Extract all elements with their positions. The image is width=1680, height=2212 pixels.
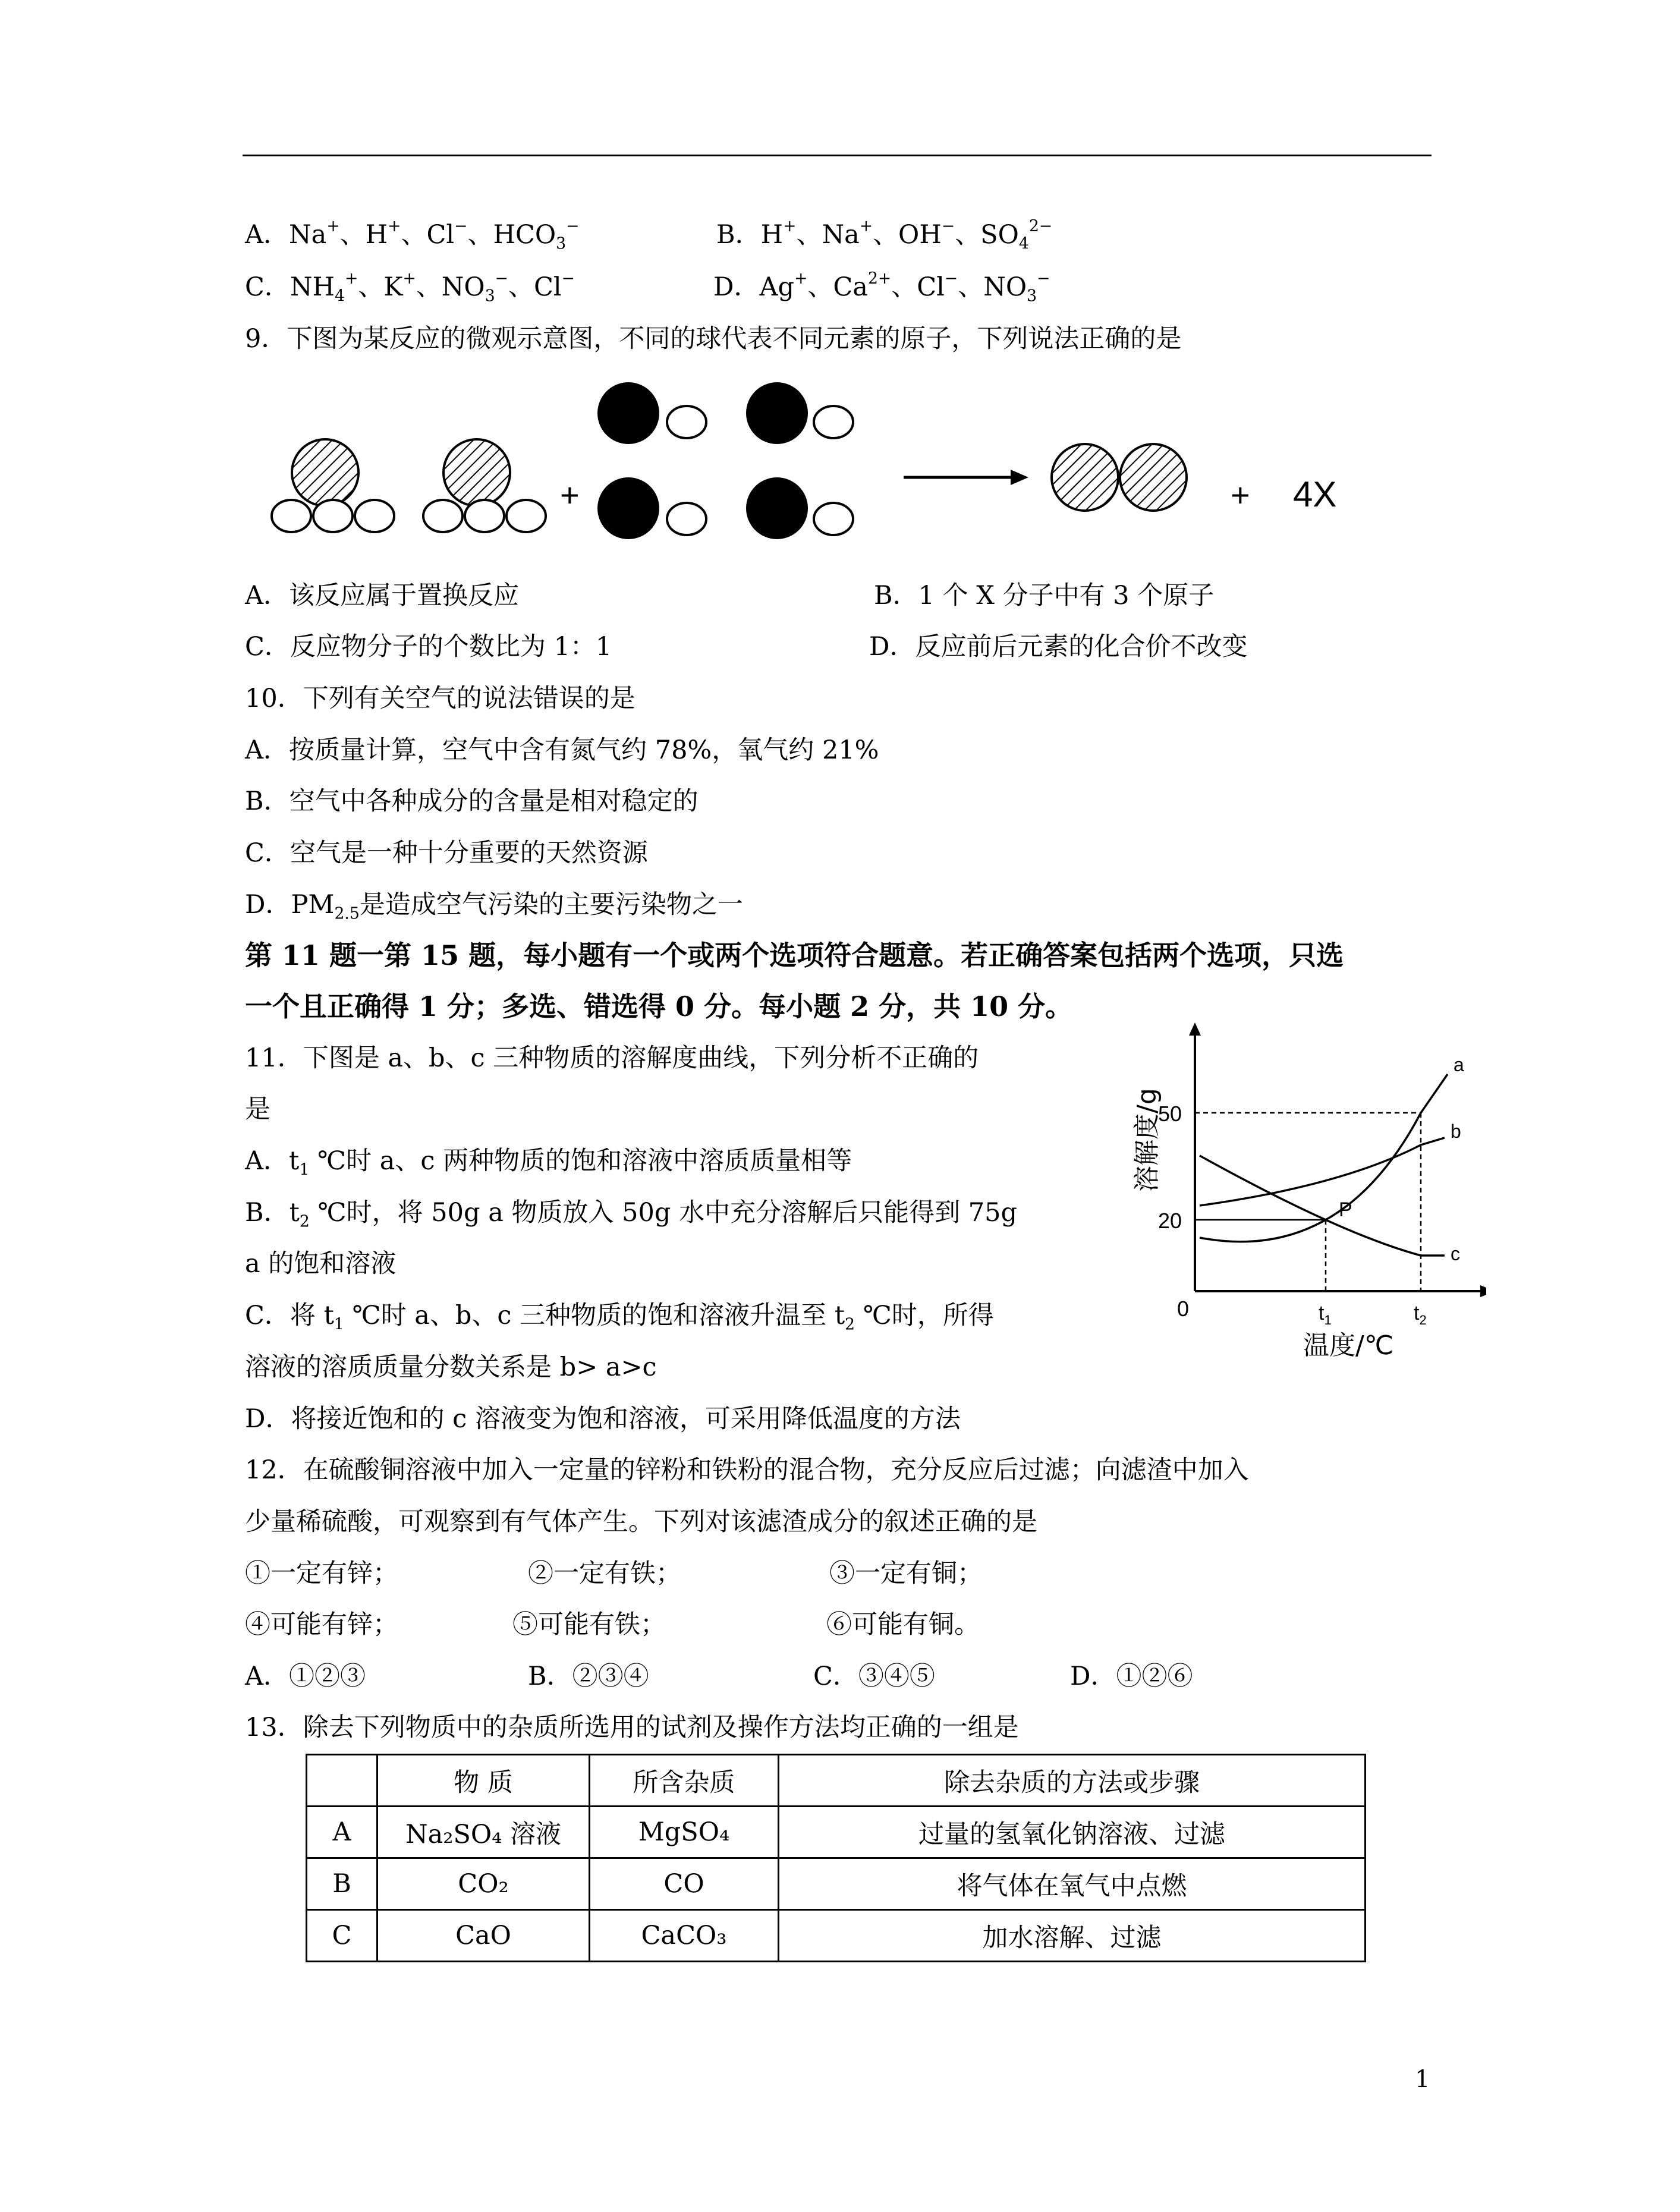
q12-statement-6: ⑥可能有铜。: [826, 1610, 980, 1640]
q12-option-b: B．②③④: [528, 1662, 649, 1691]
q10-option-d: D．$PM_{2.5}$是造成空气污染的主要污染物之一: [245, 890, 743, 923]
q12-stem-line2: 少量稀硫酸，可观察到有气体产生。下列对该滤渣成分的叙述正确的是: [245, 1507, 1037, 1537]
q12-option-d: D．①②⑥: [1070, 1662, 1193, 1691]
q11-stem-line2: 是: [245, 1094, 270, 1124]
reactant-molecule-3: [597, 382, 706, 539]
reactant-molecule-4: [746, 382, 853, 539]
y-axis-title: 溶解度/g: [1132, 1088, 1162, 1192]
section-instructions-line1: 第 11 题一第 15 题，每小题有一个或两个选项符合题意。若正确答案包括两个选项，只选: [245, 939, 1344, 971]
q8-option-d: D．Ag+、$Ca^{2+}$、Cl−、$NO_3^-$: [713, 269, 1050, 306]
table-cell: CO₂: [377, 1858, 590, 1910]
q9-reaction-diagram: [256, 375, 1385, 553]
table-cell: 加水溶解、过滤: [779, 1910, 1366, 1962]
curve-c: [1200, 1156, 1445, 1256]
table-cell: CaO: [377, 1910, 590, 1962]
q12-option-a: A．①②③: [245, 1662, 366, 1691]
plus-sign: +: [560, 476, 580, 514]
table-row: [307, 1807, 1366, 1858]
table-cell: B: [307, 1858, 377, 1910]
table-header-row: [307, 1755, 1366, 1807]
series-label-c: c: [1451, 1243, 1460, 1264]
q10-option-b: B．空气中各种成分的含量是相对稳定的: [245, 786, 699, 816]
q10-option-c: C．空气是一种十分重要的天然资源: [245, 838, 648, 868]
curve-b: [1200, 1138, 1445, 1206]
reactant-molecule-1: [272, 439, 394, 532]
q8-option-c: C．$NH_4^+$、K+、$NO_3^-$、Cl−: [245, 269, 575, 306]
q11-option-b-line1: B．$t_2$ ℃时，将 50g a 物质放入 50g 水中充分溶解后只能得到 75g: [245, 1198, 1018, 1231]
solubility-chart: [1130, 1022, 1486, 1361]
q12-stem-line1: 12．在硫酸铜溶液中加入一定量的锌粉和铁粉的混合物，充分反应后过滤；向滤渣中加入: [245, 1455, 1249, 1485]
table-cell: MgSO₄: [590, 1807, 779, 1858]
table-cell: CaCO₃: [590, 1910, 779, 1962]
y-tick-label: 20: [1158, 1209, 1182, 1233]
q8-option-b: B．H+、Na+、OH−、$SO_4^{2-}$: [716, 217, 1053, 253]
q12-statement-1: ①一定有锌；: [245, 1559, 398, 1588]
series-label-b: b: [1451, 1121, 1461, 1142]
reaction-arrow: [904, 470, 1028, 485]
table-cell: C: [307, 1910, 377, 1962]
table-cell: 将气体在氧气中点燃: [779, 1858, 1366, 1910]
q9-option-a: A．该反应属于置换反应: [245, 581, 520, 611]
q11-option-c-line1: C．将 $t_1$ ℃时 a、b、c 三种物质的饱和溶液升温至 $t_2$ ℃时，所得: [245, 1301, 994, 1334]
q12-option-c: C．③④⑤: [813, 1662, 935, 1691]
q9-option-c: C．反应物分子的个数比为 1：1: [245, 632, 612, 662]
table-header-cell: 除去杂质的方法或步骤: [779, 1755, 1366, 1807]
table-cell: A: [307, 1807, 377, 1858]
chart-curves: [1200, 1074, 1448, 1256]
q12-statement-4: ④可能有锌；: [245, 1610, 398, 1640]
table-row: [307, 1910, 1366, 1962]
product-4x: 4X: [1293, 474, 1337, 514]
q11-option-a: A．$t_1$ ℃时 a、c 两种物质的饱和溶液中溶质质量相等: [245, 1146, 852, 1179]
x-tick-label: 0: [1177, 1297, 1190, 1321]
q9-option-b: B．1 个 X 分子中有 3 个原子: [874, 581, 1215, 611]
q11-option-b-line2: a 的饱和溶液: [245, 1249, 397, 1279]
y-tick-label: 50: [1158, 1102, 1182, 1126]
table-header-cell: 所含杂质: [590, 1755, 779, 1807]
q10-option-a: A．按质量计算，空气中含有氮气约 78%，氧气约 21%: [245, 735, 879, 765]
curve-a: [1200, 1074, 1448, 1242]
x-tick-label: $t_1$: [1319, 1302, 1332, 1327]
table-cell: CO: [590, 1858, 779, 1910]
table-row: [307, 1858, 1366, 1910]
table-header-cell: 物 质: [377, 1755, 590, 1807]
x-axis-arrow: [1480, 1285, 1486, 1297]
q10-stem: 10．下列有关空气的说法错误的是: [245, 684, 635, 713]
page-number: 1: [1415, 2066, 1430, 2093]
q9-stem: 9．下图为某反应的微观示意图，不同的球代表不同元素的原子，下列说法正确的是: [245, 324, 1182, 354]
product-molecule: [1052, 444, 1187, 511]
q11-stem-line1: 11．下图是 a、b、c 三种物质的溶解度曲线，下列分析不正确的: [245, 1043, 979, 1073]
plus-sign-2: +: [1231, 476, 1250, 514]
table-cell: Na₂SO₄ 溶液: [377, 1807, 590, 1858]
y-axis-arrow: [1189, 1022, 1201, 1036]
q13-table: [306, 1754, 1366, 1962]
series-label-a: a: [1454, 1054, 1464, 1075]
q11-option-c-line2: 溶液的溶质质量分数关系是 b> a>c: [245, 1352, 657, 1382]
q12-statement-5: ⑤可能有铁；: [512, 1610, 666, 1640]
x-tick-label: $t_2$: [1414, 1302, 1427, 1327]
section-instructions-line2: 一个且正确得 1 分；多选、错选得 0 分。每小题 2 分，共 10 分。: [245, 990, 1073, 1022]
q12-statement-2: ②一定有铁；: [528, 1559, 681, 1588]
q11-option-d: D．将接近饱和的 c 溶液变为饱和溶液，可采用降低温度的方法: [245, 1404, 961, 1434]
point-p-label: P: [1339, 1198, 1352, 1221]
reactant-molecule-2: [423, 439, 546, 532]
header-rule: [243, 155, 1432, 156]
q12-statement-3: ③一定有铜；: [829, 1559, 983, 1588]
table-header-cell: [307, 1755, 377, 1807]
q13-stem: 13．除去下列物质中的杂质所选用的试剂及操作方法均正确的一组是: [245, 1713, 1019, 1742]
x-axis-title: 温度/℃: [1303, 1330, 1394, 1361]
table-cell: 过量的氢氧化钠溶液、过滤: [779, 1807, 1366, 1858]
q9-option-d: D．反应前后元素的化合价不改变: [869, 632, 1248, 662]
q8-option-a: A．Na+、H+、Cl−、$HCO_3^-$: [245, 217, 580, 253]
